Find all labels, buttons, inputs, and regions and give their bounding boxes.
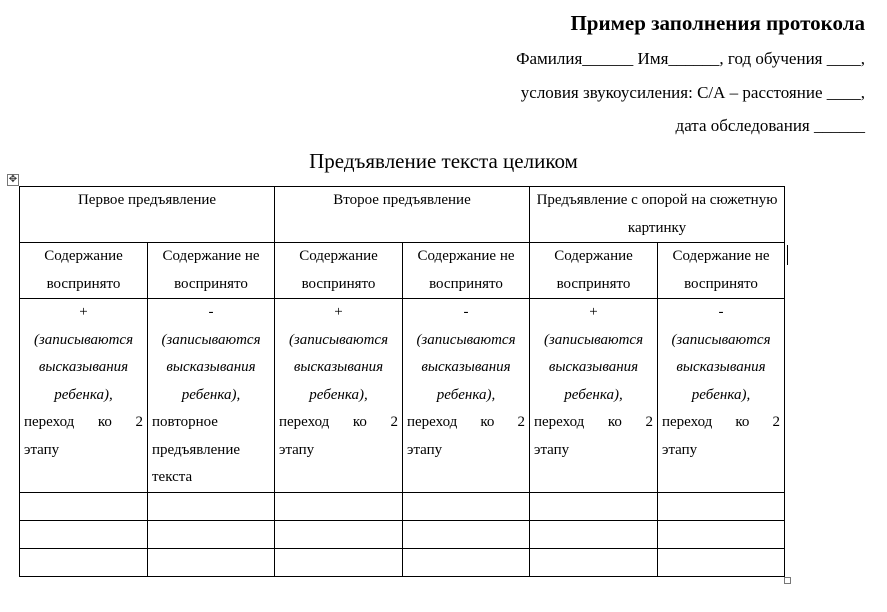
empty-cell[interactable]	[658, 493, 785, 521]
result-sign: +	[79, 304, 88, 320]
content-cell[interactable]	[658, 299, 785, 493]
empty-cell[interactable]	[275, 549, 403, 577]
content-cell[interactable]	[275, 299, 403, 493]
empty-row	[20, 493, 785, 521]
result-note: (записываются высказывания ребенка),	[671, 331, 771, 403]
subheader-cell: Содержание не воспринято	[658, 243, 785, 299]
empty-cell[interactable]	[403, 493, 530, 521]
result-sign: +	[589, 304, 598, 320]
empty-cell[interactable]	[403, 521, 530, 549]
subheader-cell: Содержание воспринято	[530, 243, 658, 299]
header-line-date: дата обследования ______	[675, 116, 865, 135]
subheader-cell: Содержание воспринято	[20, 243, 148, 299]
group-header-picture: Предъявление с опорой на сюжетную картинку	[530, 187, 785, 243]
result-sign: -	[718, 304, 724, 320]
group-header-second: Второе предъявление	[275, 187, 530, 243]
result-action: этапу	[24, 441, 60, 458]
result-sign: -	[463, 304, 469, 320]
result-note: (записываются высказывания ребенка),	[543, 331, 644, 403]
result-action: переход ко 2	[279, 414, 398, 430]
section-subtitle: Предъявление текста целиком	[309, 149, 578, 173]
group-header-row	[20, 187, 785, 243]
result-note: (записываются высказывания ребенка),	[416, 331, 516, 403]
result-action: этапу	[534, 441, 570, 458]
result-action: этапу	[279, 441, 315, 458]
protocol-table	[19, 186, 785, 577]
content-row	[20, 299, 785, 493]
header-line-surname: Фамилия______ Имя______, год обучения ____,	[516, 49, 865, 68]
empty-cell[interactable]	[148, 549, 275, 577]
subheader-cell: Содержание воспринято	[275, 243, 403, 299]
empty-cell[interactable]	[403, 549, 530, 577]
content-cell[interactable]	[403, 299, 530, 493]
empty-cell[interactable]	[530, 521, 658, 549]
empty-cell[interactable]	[20, 493, 148, 521]
result-action: повторное	[152, 414, 218, 430]
result-note: (записываются высказывания ребенка),	[161, 331, 261, 403]
result-action: переход ко 2	[24, 414, 143, 430]
result-note: (записываются высказывания ребенка),	[33, 331, 134, 403]
empty-cell[interactable]	[20, 521, 148, 549]
result-sign: -	[208, 304, 214, 320]
empty-cell[interactable]	[20, 549, 148, 577]
result-action: переход ко 2	[662, 414, 780, 430]
result-sign: +	[334, 304, 343, 320]
document-title: Пример заполнения протокола	[570, 11, 865, 35]
empty-cell[interactable]	[658, 521, 785, 549]
empty-cell[interactable]	[148, 493, 275, 521]
empty-cell[interactable]	[530, 549, 658, 577]
empty-cell[interactable]	[275, 493, 403, 521]
group-header-first: Первое предъявление	[20, 187, 275, 243]
result-action: переход ко 2	[534, 414, 653, 430]
resize-handle-icon[interactable]	[784, 577, 791, 584]
text-cursor	[787, 245, 788, 265]
empty-cell[interactable]	[148, 521, 275, 549]
move-table-icon[interactable]: ✥	[8, 174, 18, 185]
result-action: этапу	[407, 441, 443, 458]
result-action: этапу	[662, 441, 698, 458]
empty-cell[interactable]	[275, 521, 403, 549]
result-action: переход ко 2	[407, 414, 525, 430]
content-cell[interactable]	[530, 299, 658, 493]
subheader-row	[20, 243, 785, 299]
result-note: (записываются высказывания ребенка),	[288, 331, 389, 403]
content-cell[interactable]	[20, 299, 148, 493]
result-action: текста	[152, 469, 193, 485]
empty-cell[interactable]	[658, 549, 785, 577]
subheader-cell: Содержание не воспринято	[148, 243, 275, 299]
empty-row	[20, 549, 785, 577]
content-cell[interactable]	[148, 299, 275, 493]
result-action: предъявление	[152, 441, 241, 458]
header-line-conditions: условия звукоусиления: С/А – расстояние ____,	[520, 83, 865, 102]
subheader-cell: Содержание не воспринято	[403, 243, 530, 299]
empty-cell[interactable]	[530, 493, 658, 521]
empty-row	[20, 521, 785, 549]
